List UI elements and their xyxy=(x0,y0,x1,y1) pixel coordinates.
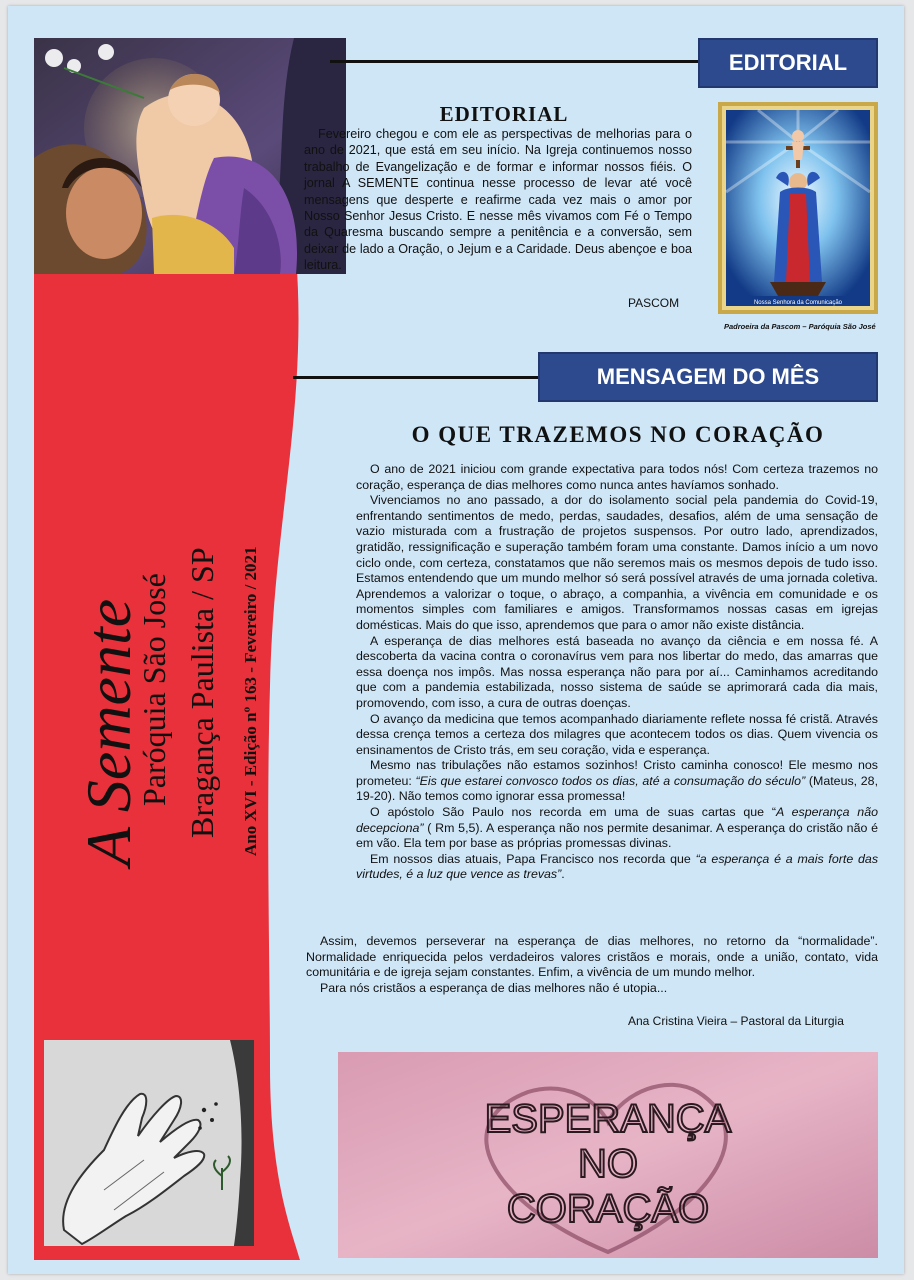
sand-text-line2: NO xyxy=(578,1142,638,1186)
message-banner: MENSAGEM DO MÊS xyxy=(538,352,878,402)
message-paragraph-7: Em nossos dias atuais, Papa Francisco nos recorda que “a esperança é a mais forte das virtudes, é a luz que vence as trevas”. xyxy=(356,851,879,882)
esperanca-sand-image xyxy=(338,1052,878,1258)
hand-seeds-image xyxy=(44,1040,254,1246)
our-lady-communication-image xyxy=(718,102,878,314)
message-rule xyxy=(293,376,553,379)
editorial-banner: EDITORIAL xyxy=(698,38,878,88)
message-column-top xyxy=(356,462,878,883)
message-paragraph-4: O avanço da medicina que temos acompanhado diariamente reflete nossa fé cristã. Através dessa crença temos a certeza dos milagres que acontecem todos os dias. Quem vivencia os ensinamentos de Cristo trás, em seu coração, vida e esperança. xyxy=(356,711,878,757)
editorial-rule xyxy=(330,60,702,63)
message-paragraph-3: A esperança de dias melhores está baseada no avanço da ciência e em nossa fé. A descoberta da vacina contra o coronavírus vem para nos libertar do medo, das amarras que essa doença nos impôs. Mas nossa esperança não para por aí... Caminhamos acreditando que com a pandemia estabilizada, nosso sistema de saúde se aprimorará cada dia mais, promovendo, com isso, a cura de outras doenças. xyxy=(356,633,878,710)
message-paragraph-9: Para nós cristãos a esperança de dias melhores não é utopia... xyxy=(320,980,668,995)
message-column-bottom xyxy=(306,934,878,996)
message-paragraph-5: Mesmo nas tribulações não estamos sozinhos! Cristo caminha conosco! Ele mesmo nos prometeu: “Eis que estarei convosco todos os dias, até a consumação do século” (Mateus, 28, 19-20). Não temos como ignorar essa promessa! xyxy=(356,758,879,804)
sand-text-line3: CORAÇÃO xyxy=(506,1187,710,1231)
sand-text-line1: ESPERANÇA xyxy=(484,1097,732,1141)
message-paragraph-1: O ano de 2021 iniciou com grande expectativa para todos nós! Com certeza trazemos no coração, esperança de dias melhores como nunca antes havíamos sonhado. xyxy=(356,462,878,492)
masthead-city: Bragança Paulista / SP xyxy=(184,547,220,838)
newsletter-page xyxy=(8,6,904,1274)
message-paragraph-6: O apóstolo São Paulo nos recorda em uma de suas cartas que “A esperança não decepciona” ( Rm 5,5). A esperança não nos permite desanimar. A esperança do cristão não é em vão. Ela tem por base as próprias promessas divinas. xyxy=(356,805,878,851)
message-signature: Ana Cristina Vieira – Pastoral da Liturgia xyxy=(628,1014,844,1028)
masthead-parish: Paróquia São José xyxy=(136,573,172,806)
editorial-title: EDITORIAL xyxy=(439,102,569,126)
message-paragraph-2: Vivenciamos no ano passado, a dor do isolamento social pela pandemia do Covid-19, enfrentando sentimentos de medo, perdas, saudades, desafios, além de uma sensação de vazio misturada com a frustração de projetos suspensos. Por outro lado, aprendizados, gratidão, ressignificação e superação também foram uma constante. Damos início a um novo ciclo onde, com certeza, constatamos que não seremos mais os mesmos depois de tudo isso. Estamos entendendo que um mundo melhor só será possível através de uma jornada coletiva. Aprendemos a valorizar o toque, o abraço, a companhia, a vivência em comunidade e os momentos simples com familiares e amigos. Transformamos nossas casas em igrejas domésticas. Mais do que isso, aprendemos que para o amor não existe distância. xyxy=(356,493,878,632)
editorial-image-caption: Padroeira da Pascom – Paróquia São José xyxy=(724,322,876,331)
editorial-signature: PASCOM xyxy=(628,296,680,310)
message-title: O QUE TRAZEMOS NO CORAÇÃO xyxy=(411,422,825,447)
our-lady-label: Nossa Senhora da Comunicação xyxy=(753,300,843,306)
masthead-edition: Ano XVI - Edição nº 163 - Fevereiro / 2021 xyxy=(241,546,260,856)
saint-joseph-image xyxy=(34,38,346,274)
message-paragraph-8: Assim, devemos perseverar na esperança de dias melhores, no retorno da “normalidade”. Normalidade enriquecida pelos verdadeiros valores cristãos e morais, onde a união, contato, vida comunitária e de igreja sejam constantes. Enfim, a vivência de um mundo melhor. xyxy=(306,934,878,980)
masthead-title: A Semente xyxy=(73,598,144,866)
editorial-text: Fevereiro chegou e com ele as perspectivas de melhorias para o ano de 2021, que está em seu início. Na Igreja continuemos nosso trabalho de Evangelização e de formar e informar nossos fiéis. O jornal A SEMENTE continua nesse processo de levar até você mensagens que desperte e reafirme cada vez mais o amor por Nosso Senhor Jesus Cristo. E nesse mês vivamos com Fé o Tempo da Quaresma buscando sempre a penitência e a conversão, sem deixar de lado a Oração, o Jejum e a Caridade. Deus abençoe e boa leitura. xyxy=(304,127,692,273)
